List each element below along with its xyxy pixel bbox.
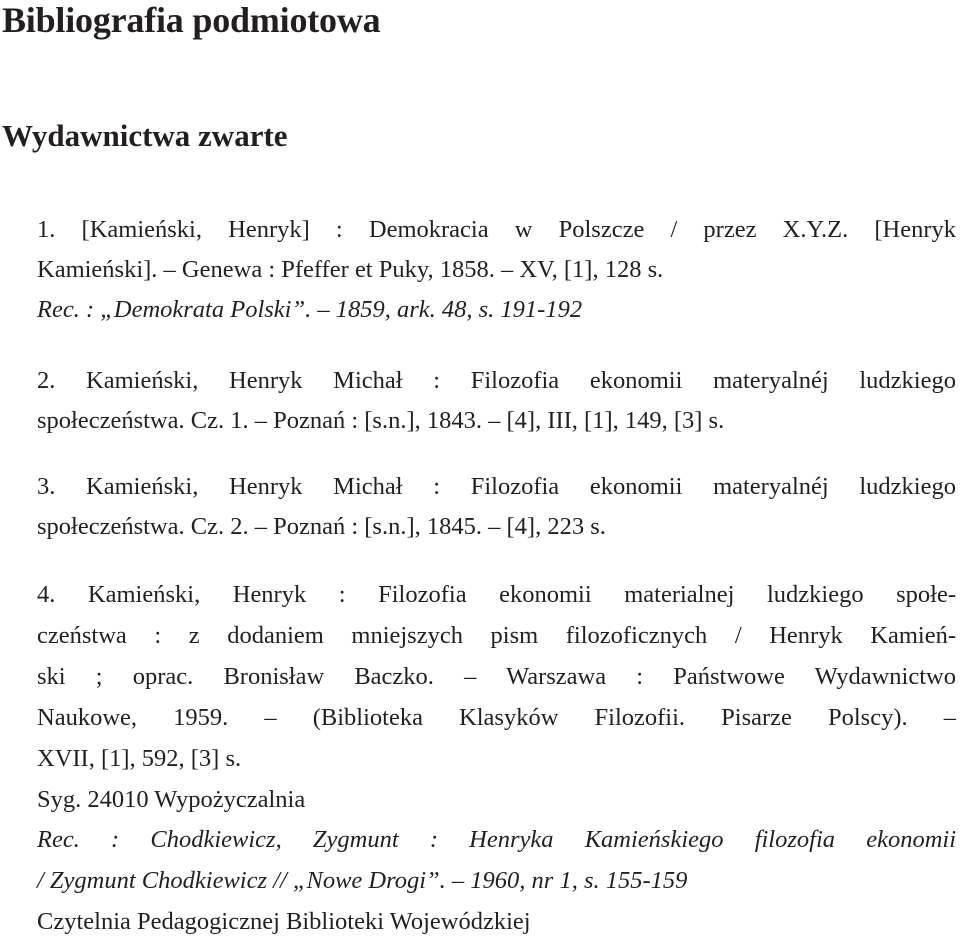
entry-line: ski ; oprac. Bronisław Baczko. – Warszawa : Państwowe Wydawnictwo	[37, 662, 956, 690]
entry-line: czeństwa : z dodaniem mniejszych pism filozoficznych / Henryk Kamień-	[37, 621, 956, 649]
entry-line: 1. [Kamieński, Henryk] : Demokracia w Polszcze / przez X.Y.Z. [Henryk	[37, 216, 956, 243]
entry-line: XVII, [1], 592, [3] s.	[37, 744, 242, 772]
bibliography-entry-3	[37, 467, 956, 547]
entry-line: Kamieński]. – Genewa : Pfeffer et Puky, 1858. – XV, [1], 128 s.	[37, 256, 664, 283]
entry-line: 3. Kamieński, Henryk Michał : Filozofia ekonomii materyalnéj ludzkiego	[37, 473, 956, 500]
entry-line: społeczeństwa. Cz. 1. – Poznań : [s.n.], 1843. – [4], III, [1], 149, [3] s.	[37, 407, 725, 434]
entry-review-line: Rec. : Chodkiewicz, Zygmunt : Henryka Kamieńskiego filozofia ekonomii	[37, 826, 956, 854]
section-heading: Wydawnictwa zwarte	[2, 118, 288, 153]
page-title: Bibliografia podmiotowa	[2, 0, 381, 40]
entry-review: Rec. : „Demokrata Polski”. – 1859, ark. 48, s. 191-192	[37, 296, 583, 323]
entry-review-line: / Zygmunt Chodkiewicz // „Nowe Drogi”. – 1960, nr 1, s. 155-159	[37, 867, 688, 895]
entry-line: 2. Kamieński, Henryk Michał : Filozofia ekonomii materyalnéj ludzkiego	[37, 367, 956, 394]
entry-line: Naukowe, 1959. – (Biblioteka Klasyków Filozofii. Pisarze Polscy). –	[37, 703, 956, 731]
entry-location: Czytelnia Pedagogicznej Biblioteki Wojewódzkiej	[37, 908, 531, 936]
bibliography-entry-4	[37, 575, 956, 943]
bibliography-entry-2	[37, 361, 956, 441]
entry-line: społeczeństwa. Cz. 2. – Poznań : [s.n.], 1845. – [4], 223 s.	[37, 513, 606, 540]
entry-line: 4. Kamieński, Henryk : Filozofia ekonomii materialnej ludzkiego społe-	[37, 581, 956, 608]
bibliography-entry-1	[37, 210, 956, 330]
entry-signature: Syg. 24010 Wypożyczalnia	[37, 785, 306, 813]
